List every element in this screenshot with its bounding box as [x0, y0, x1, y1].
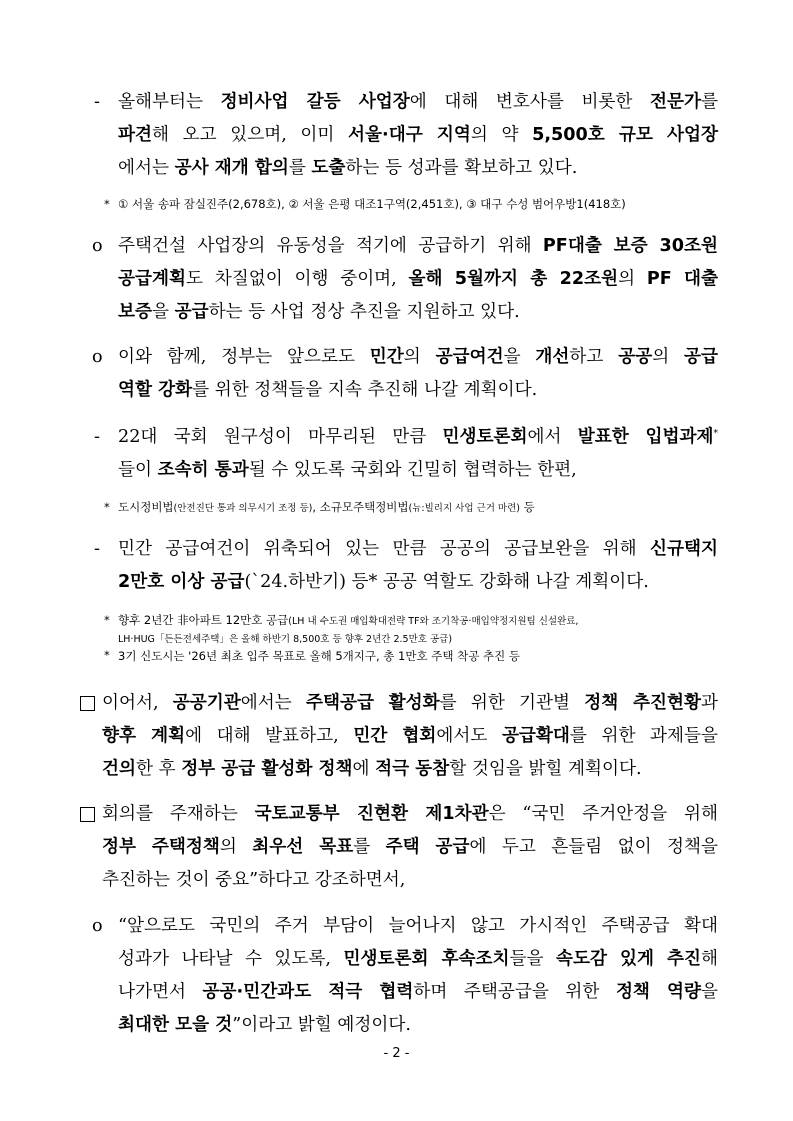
- text-run: 될 수 있도록 국회와 긴밀히 협력하는 한편,: [248, 460, 577, 480]
- text-line: [118, 976, 718, 1009]
- text-run: 에서는: [118, 158, 175, 178]
- text-line: [102, 831, 718, 864]
- footnote-marker: *: [104, 197, 110, 211]
- bold-text: 정비사업 갈등 사업장: [220, 92, 410, 112]
- checkbox-square-icon: [80, 696, 95, 711]
- text-run: “앞으로도 국민의 주거 부담이 늘어나지 않고 가시적인 주택공급 확대: [118, 916, 718, 936]
- text-run: 에 대해 발표하고,: [185, 726, 354, 746]
- text-run: 민간 공급여건이 위축되어 있는 만큼 공공의 공급보완을 위해: [118, 539, 651, 559]
- text-run: (LH 내 수도권 매입확대전략 TF와 조기착공·매입약정지원팀 신설완료,: [288, 616, 579, 627]
- checkbox-square-icon: [80, 807, 95, 822]
- bold-text: 공공·민간과도 적극 협력: [202, 982, 414, 1002]
- text-run: 를 위한 과제들을: [569, 726, 719, 746]
- text-line: [102, 798, 718, 831]
- bold-text: 신규택지: [650, 539, 718, 559]
- footnote-marker: *: [104, 613, 110, 627]
- text-run: 에서도: [436, 726, 502, 746]
- text-line: [118, 1009, 718, 1042]
- bold-text: 공공: [618, 347, 653, 367]
- text-line: [118, 943, 718, 976]
- page-number: - 2 -: [383, 1046, 410, 1061]
- text-run: 등: [519, 500, 535, 514]
- dash-marker: -: [94, 92, 100, 112]
- text-run: 에 두고 흔들림 없이 정책을: [469, 837, 719, 857]
- paragraph-new-housing-land: [118, 533, 718, 599]
- circle-marker: o: [92, 347, 103, 367]
- text-run: 의: [618, 269, 647, 289]
- footnote-text: [118, 630, 578, 648]
- text-line: [118, 230, 718, 263]
- bold-text: 민생토론회: [442, 427, 528, 447]
- text-run: 향후 2년간 非아파트 12만호 공급: [118, 613, 289, 627]
- bold-text: 파견: [118, 125, 152, 145]
- bold-text: 공급계획: [118, 269, 186, 289]
- bold-text: 공공기관: [172, 693, 241, 713]
- bold-text: 정부 주택정책: [102, 837, 220, 857]
- text-line: [118, 910, 718, 943]
- bold-text: 정부 공급 활성화 정책: [181, 759, 353, 779]
- footnote-text: [118, 648, 578, 665]
- bold-text: 적극 동참: [375, 759, 450, 779]
- text-run: (안전진단 통과 의무시기 조정 등): [173, 503, 313, 514]
- bold-text: 민간 협회: [353, 726, 437, 746]
- text-line: [118, 296, 718, 329]
- bold-text: 올해 5월까지 총 22조원: [408, 269, 619, 289]
- text-run: 과: [700, 693, 718, 713]
- bold-text: 속도감 있게 추진: [555, 949, 701, 969]
- paragraph-vice-minister: [102, 798, 718, 897]
- text-line: [118, 263, 718, 296]
- text-line: [118, 119, 718, 152]
- text-run: 도시정비법: [118, 500, 174, 514]
- bold-text: 보증: [118, 302, 152, 322]
- bold-text: 정책 추진현황: [584, 693, 701, 713]
- text-run: 할 것임을 밝힐 계획이다.: [449, 759, 642, 779]
- text-run: 를 위한 정책들을 지속 추진해 나갈 계획이다.: [192, 380, 538, 400]
- bold-text: 공급: [684, 347, 719, 367]
- text-line: [118, 533, 718, 566]
- text-line: [118, 374, 718, 407]
- text-run: LH·HUG「든든전세주택」은 올해 하반기 8,500호 등 향후 2년간 2.5만호 공급): [118, 634, 453, 645]
- text-run: 3기 신도시는 '26년 최초 입주 목표로 올해 5개지구, 총 1만호 주택 착공 추진 등: [118, 649, 520, 663]
- bold-text: PF대출 보증 30조원: [542, 236, 719, 256]
- bold-text: 공급확대: [501, 726, 570, 746]
- paragraph-legislation: [118, 421, 718, 487]
- text-run: 이와 함께, 정부는 앞으로도: [118, 347, 370, 367]
- bold-text: 민간: [369, 347, 404, 367]
- bold-text: 발표한 입법과제: [577, 427, 714, 447]
- dash-marker: -: [94, 539, 100, 559]
- text-run: 의: [652, 347, 685, 367]
- bold-text: 2만호 이상 공급: [118, 572, 245, 592]
- bold-text: 공급여건: [435, 347, 504, 367]
- text-run: 한 후: [136, 759, 182, 779]
- text-line: [118, 152, 718, 185]
- text-run: 성과가 나타날 수 있도록,: [118, 949, 344, 969]
- text-line: [102, 753, 718, 786]
- text-run: 하는 등 사업 정상 추진을 지원하고 있다.: [208, 302, 520, 322]
- text-run: 의: [219, 837, 253, 857]
- text-run: 의: [403, 347, 436, 367]
- paragraph-pf-guarantee: [118, 230, 718, 329]
- text-line: [102, 687, 718, 720]
- text-line: [118, 341, 718, 374]
- text-run: 해 오고 있으며, 이미: [152, 125, 349, 145]
- text-run: 들을: [509, 949, 556, 969]
- footnote-public-supply: [118, 612, 578, 665]
- text-run: 에: [352, 759, 376, 779]
- bold-text: 민생토론회 후속조치: [343, 949, 510, 969]
- text-run: 하는 등 성과를 확보하고 있다.: [345, 158, 578, 178]
- text-run: 을: [503, 347, 536, 367]
- text-run: 회의를 주재하는: [102, 804, 255, 824]
- text-run: 이어서,: [102, 693, 173, 713]
- bold-text: 주택공급 활성화: [305, 693, 440, 713]
- text-run: 올해부터는: [118, 92, 221, 112]
- text-run: 을: [152, 302, 175, 322]
- bold-text: 도출: [311, 158, 346, 178]
- bold-text: 서울·대구 지역: [348, 125, 471, 145]
- text-run: 해: [700, 949, 718, 969]
- text-line: [102, 864, 718, 897]
- footnote-text: ① 서울 송파 잠실진주(2,678호), ② 서울 은평 대조1구역(2,451호), ③ 대구 수성 범어우방1(418호): [118, 197, 626, 211]
- text-run: (`24.하반기) 등* 공공 역할도 강화해 나갈 계획이다.: [244, 572, 649, 592]
- footnote-text: [118, 612, 578, 630]
- text-run: 을: [701, 982, 718, 1002]
- text-run: 를: [353, 837, 386, 857]
- text-run: ”이라고 밝힐 예정이다.: [232, 1015, 411, 1035]
- text-line: [102, 720, 718, 753]
- text-run: 은 “국민 주거안정을 위해: [488, 804, 719, 824]
- bold-text: 역할 강화: [118, 380, 193, 400]
- text-run: 나가면서: [118, 982, 203, 1002]
- bold-text: 개선: [535, 347, 570, 367]
- text-run: , 소규모주택정비법: [312, 500, 409, 514]
- paragraph-public-institutions: [102, 687, 718, 786]
- text-run: 를: [288, 158, 312, 178]
- footnote-ref: *: [713, 429, 718, 439]
- text-line: [118, 421, 718, 454]
- bold-text: 5,500호 규모 사업장: [532, 125, 718, 145]
- bold-text: 국토교통부 진현환 제1차관: [254, 804, 489, 824]
- text-run: 주택건설 사업장의 유동성을 적기에 공급하기 위해: [118, 236, 543, 256]
- footnote-marker: *: [104, 500, 110, 514]
- text-run: 를: [701, 92, 719, 112]
- bold-text: 건의: [102, 759, 136, 779]
- circle-marker: o: [92, 236, 103, 256]
- bold-text: 향후 계획: [102, 726, 186, 746]
- footnote-text: [118, 499, 535, 517]
- bold-text: 공급: [174, 302, 209, 322]
- footnote-legislation: [118, 499, 535, 517]
- text-run: 에 대해 변호사를 비롯한: [409, 92, 651, 112]
- footnote-dispute-sites: [118, 196, 626, 213]
- bold-text: PF 대출: [646, 269, 718, 289]
- text-run: (뉴:빌리지 사업 근거 마련): [408, 503, 520, 514]
- bold-text: 조속히 통과: [157, 460, 249, 480]
- text-line: [118, 454, 718, 487]
- dash-marker: -: [94, 427, 100, 447]
- text-run: 추진하는 것이 중요”하다고 강조하면서,: [102, 870, 406, 890]
- text-run: 에서: [527, 427, 578, 447]
- paragraph-quote: [118, 910, 718, 1042]
- text-run: 하며 주택공급을 위한: [413, 982, 616, 1002]
- footnote-marker: *: [104, 648, 110, 662]
- bold-text: 공사 재개 합의: [174, 158, 289, 178]
- circle-marker: o: [92, 916, 103, 936]
- paragraph-dispute-sites: [118, 86, 718, 185]
- text-run: 를 위한 기관별: [439, 693, 585, 713]
- paragraph-government-plan: [118, 341, 718, 407]
- bold-text: 정책 역량: [615, 982, 701, 1002]
- bold-text: 전문가: [650, 92, 702, 112]
- text-run: 하고: [569, 347, 619, 367]
- text-run: 의 약: [470, 125, 533, 145]
- bold-text: 주택 공급: [385, 837, 470, 857]
- text-run: 들이: [118, 460, 158, 480]
- text-run: 22대 국회 원구성이 마무리된 만큼: [118, 427, 443, 447]
- bold-text: 최우선 목표: [252, 837, 354, 857]
- text-run: 에서는: [240, 693, 306, 713]
- text-line: [118, 566, 718, 599]
- bold-text: 최대한 모을 것: [118, 1015, 233, 1035]
- text-run: 도 차질없이 이행 중이며,: [185, 269, 409, 289]
- text-line: [118, 86, 718, 119]
